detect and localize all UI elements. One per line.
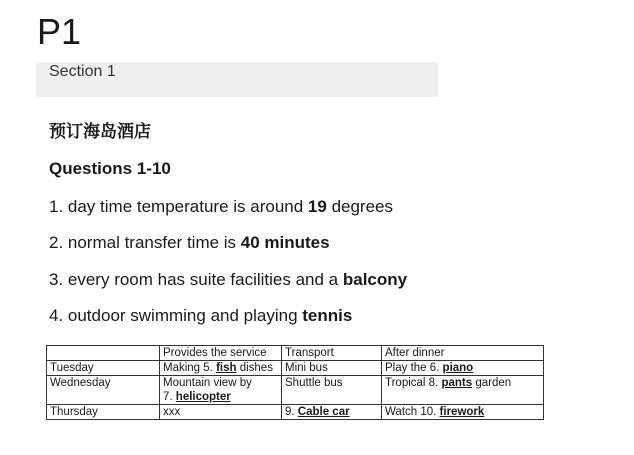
question-text: 1. day time temperature is around: [49, 197, 308, 216]
header-cell: Transport: [282, 346, 382, 361]
cell-text: 9.: [285, 406, 298, 418]
table-header-row: [47, 346, 544, 361]
section-label: Section 1: [49, 63, 116, 80]
table-row: [47, 376, 544, 405]
header-cell: [47, 346, 160, 361]
question-answer: 19: [307, 197, 327, 216]
chinese-title: 预订海岛酒店: [49, 122, 151, 142]
transport-cell: [282, 361, 382, 376]
cell-text: xxx: [163, 406, 181, 418]
service-cell: [160, 361, 282, 376]
cell-text: Making 5.: [163, 362, 217, 374]
transport-cell: [282, 405, 382, 420]
cell-text: Tropical 8.: [385, 377, 442, 389]
question-line: [49, 270, 407, 290]
day-cell: Wednesday: [47, 376, 160, 405]
cell-text: garden: [472, 377, 512, 389]
cell-text: Shuttle bus: [285, 377, 343, 389]
cell-answer: piano: [442, 362, 474, 374]
section-bar: [36, 62, 438, 97]
schedule-table: [46, 345, 544, 420]
question-line: [49, 197, 393, 217]
question-answer: 40 minutes: [240, 233, 330, 252]
question-answer: tennis: [302, 306, 353, 325]
header-cell: Provides the service: [160, 346, 282, 361]
cell-text: Play the 6.: [385, 362, 443, 374]
service-cell: [160, 376, 282, 405]
cell-answer: helicopter: [175, 391, 231, 403]
questions-heading: Questions 1-10: [49, 159, 171, 178]
question-text: 3. every room has suite facilities and a: [49, 270, 343, 289]
page-title: P1: [37, 11, 82, 52]
cell-text: Watch 10.: [385, 406, 440, 418]
day-cell: Thursday: [47, 405, 160, 420]
table-row: [47, 405, 544, 420]
cell-answer: firework: [439, 406, 485, 418]
question-text: degrees: [326, 197, 394, 216]
cell-text: Mini bus: [285, 362, 328, 374]
cell-text: 7.: [163, 391, 176, 403]
cell-text: Mountain view by: [163, 377, 252, 389]
after-dinner-cell: [382, 376, 544, 405]
after-dinner-cell: [382, 361, 544, 376]
question-line: [49, 306, 352, 326]
question-line: [49, 233, 330, 253]
cell-answer: Cable car: [297, 406, 350, 418]
service-cell: [160, 405, 282, 420]
table-row: [47, 361, 544, 376]
question-answer: balcony: [342, 270, 408, 289]
cell-text: dishes: [236, 362, 273, 374]
question-text: 2. normal transfer time is: [49, 233, 241, 252]
day-cell: Tuesday: [47, 361, 160, 376]
cell-answer: fish: [216, 362, 237, 374]
transport-cell: [282, 376, 382, 405]
after-dinner-cell: [382, 405, 544, 420]
cell-answer: pants: [441, 377, 473, 389]
question-text: 4. outdoor swimming and playing: [49, 306, 303, 325]
header-cell: After dinner: [382, 346, 544, 361]
